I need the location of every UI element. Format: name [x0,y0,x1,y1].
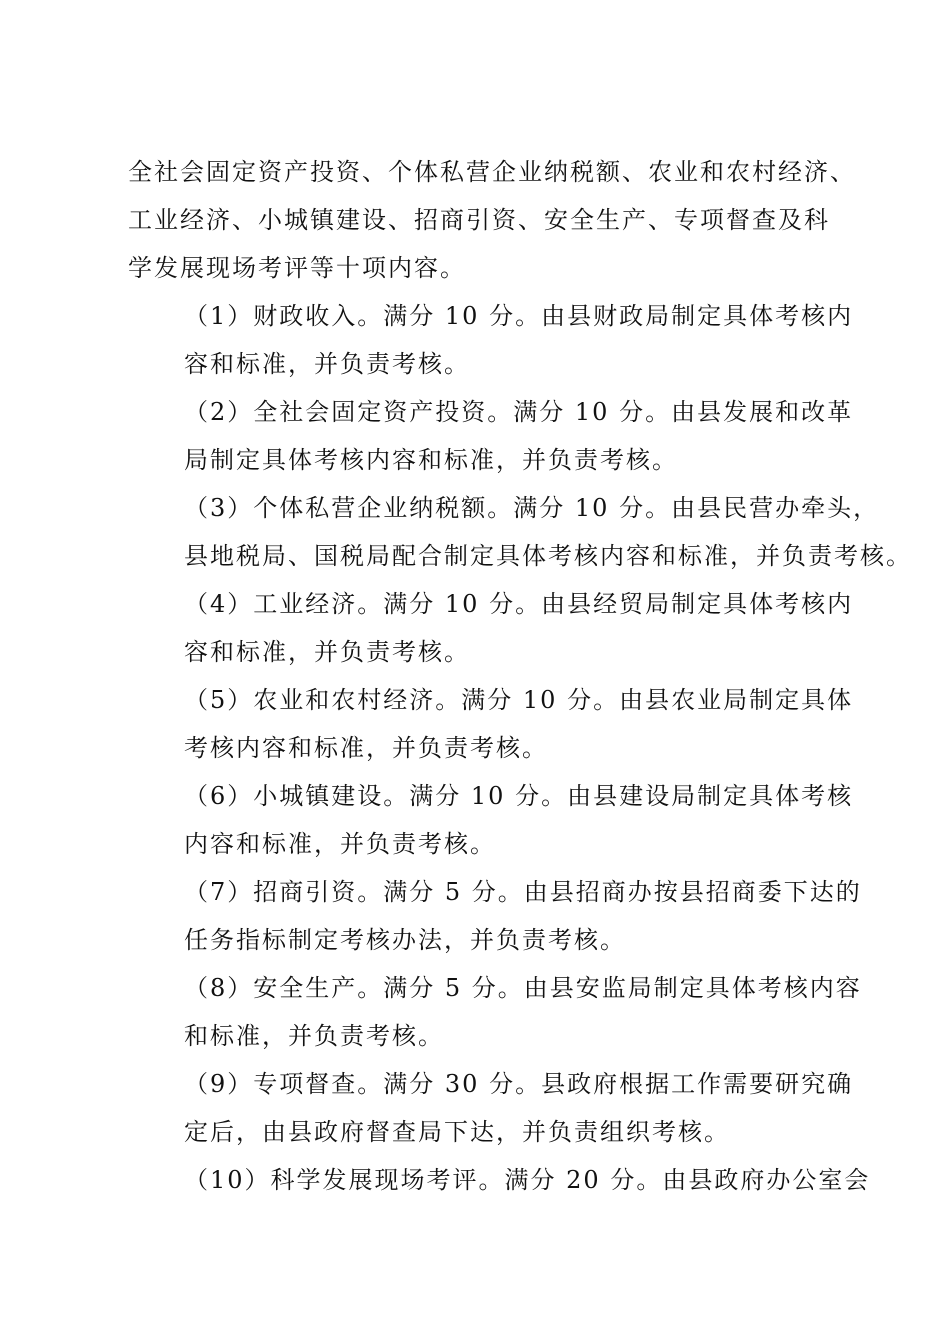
paragraph [128,580,854,676]
text-line: 局制定具体考核内容和标准，并负责考核。 [184,446,678,474]
document-body [128,148,912,1204]
text-line: （8）安全生产。满分 5 分。由县安监局制定具体考核内容 [184,974,862,1002]
paragraph [128,676,854,772]
text-line: （10）科学发展现场考评。满分 20 分。由县政府办公室会 [184,1166,871,1194]
paragraph [128,148,856,292]
text-line: （7）招商引资。满分 5 分。由县招商办按县招商委下达的 [184,878,862,906]
text-line: （3）个体私营企业纳税额。满分 10 分。由县民营办牵头， [184,494,880,522]
text-line: 全社会固定资产投资、个体私营企业纳税额、农业和农村经济、 [128,158,856,186]
text-line: 定后，由县政府督查局下达，并负责组织考核。 [184,1118,730,1146]
text-line: 工业经济、小城镇建设、招商引资、安全生产、专项督查及科 [128,206,830,234]
paragraph [128,868,862,964]
text-line: 考核内容和标准，并负责考核。 [184,734,548,762]
paragraph [128,484,912,580]
text-line: 和标准，并负责考核。 [184,1022,444,1050]
text-line: （9）专项督查。满分 30 分。县政府根据工作需要研究确 [184,1070,854,1098]
paragraph [128,292,854,388]
text-line: （5）农业和农村经济。满分 10 分。由县农业局制定具体 [184,686,854,714]
text-line: （6）小城镇建设。满分 10 分。由县建设局制定具体考核 [184,782,854,810]
text-line: （2）全社会固定资产投资。满分 10 分。由县发展和改革 [184,398,854,426]
paragraph [128,964,862,1060]
text-line: 容和标准，并负责考核。 [184,350,470,378]
text-line: 内容和标准，并负责考核。 [184,830,496,858]
paragraph [128,772,854,868]
text-line: （1）财政收入。满分 10 分。由县财政局制定具体考核内 [184,302,854,330]
text-line: 任务指标制定考核办法，并负责考核。 [184,926,626,954]
text-line: 县地税局、国税局配合制定具体考核内容和标准，并负责考核。 [184,542,912,570]
paragraph [128,1060,854,1156]
paragraph [128,1156,871,1204]
paragraph [128,388,854,484]
text-line: 学发展现场考评等十项内容。 [128,254,466,282]
text-line: 容和标准，并负责考核。 [184,638,470,666]
text-line: （4）工业经济。满分 10 分。由县经贸局制定具体考核内 [184,590,854,618]
